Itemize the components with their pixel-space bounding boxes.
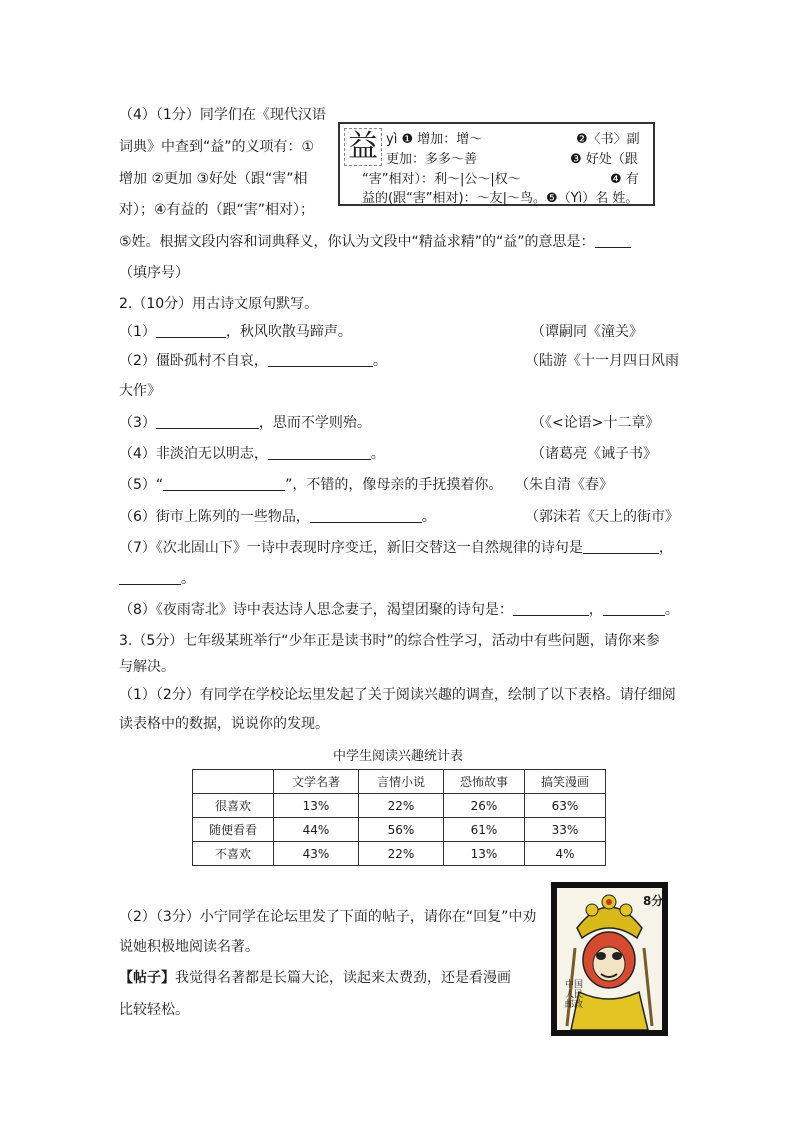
table-cell: 43% [274,842,359,866]
table-cell: 44% [274,818,359,842]
q2-item-4-source: （诸葛亮《诫子书》 [531,446,657,462]
dict-row-1: yì ❶ 增加：增～ [386,132,483,147]
stamp-country-text: 中国人民邮政 [565,980,584,1010]
forum-post-line-1: 【帖子】我觉得名著都是长篇大论，读起来太费劲，还是看漫画 [119,970,511,986]
q4-line-2: 词典》中查到“益”的义项有：① [119,139,315,155]
dict-row-3-right: ❹ 有 [610,172,639,187]
q4-line-1: （4）（1分）同学们在《现代汉语 [119,107,326,123]
table-cell: 4% [525,842,606,866]
table-cell: 13% [274,794,359,818]
q2-item-3-source: （《<论语>十二章》 [531,415,660,431]
table-cell: 22% [359,842,444,866]
q2-item-6: （6）街市上陈列的一些物品， 。 [119,509,436,525]
q2-item-7: （7）《次北固山下》一诗中表现时序变迁，新旧交替这一自然规律的诗句是 ， [119,540,673,556]
blank-8b[interactable] [603,601,665,616]
table-row [193,818,606,842]
q3-sub1-line-2: 读表格中的数据，说说你的发现。 [119,716,329,732]
dictionary-headword: 益 [344,128,382,166]
blank-7b[interactable] [119,570,181,585]
q2-item-6-source: （郭沫若《天上的街市》 [525,509,679,525]
table-cell: 随便看看 [193,818,274,842]
forum-post-line-2: 比较轻松。 [119,1002,189,1018]
table-header-row [193,770,606,794]
reading-interest-table [192,769,606,866]
q3-sub1-line-1: （1）（2分）有同学在学校论坛里发起了关于阅读兴趣的调查，绘制了以下表格。请仔细阅 [119,687,676,703]
q3-line-1: 3.（5分）七年级某班举行“少年正是读书时”的综合性学习，活动中有些问题，请你来参 [119,633,660,649]
table-header-cell: 恐怖故事 [444,770,525,794]
q2-item-2-source: （陆游《十一月四日风雨 [525,353,679,369]
q4-fill-note: （填序号） [119,265,189,281]
table-header-cell [193,770,274,794]
table-cell: 61% [444,818,525,842]
table-cell: 33% [525,818,606,842]
q2-item-5-source: （朱自清《春》 [515,477,613,493]
table-row [193,794,606,818]
table-row [193,842,606,866]
blank-4[interactable] [268,445,371,460]
table-cell: 63% [525,794,606,818]
q2-item-1: （1） ，秋风吹散马蹄声。 [119,324,352,340]
q2-item-8: （8）《夜雨寄北》诗中表达诗人思念妻子，渴望团聚的诗句是： ， 。 [119,602,679,618]
q3-sub2-line-2: 说她积极地阅读名著。 [119,939,259,955]
q4-question: ⑤姓。根据文段内容和词典释义，你认为文段中“精益求精”的“益”的意思是： [119,231,631,251]
stamp-denomination: 8分 [643,894,664,908]
q2-item-2: （2）僵卧孤村不自哀， 。 [119,353,387,369]
q2-item-5: （5）“ ”，不错的，像母亲的手抚摸着你。 [119,477,503,493]
table-cell: 56% [359,818,444,842]
dictionary-entry-box [338,122,655,206]
q4-line-3: 增加 ②更加 ③好处（跟“害”相 [119,171,308,187]
dict-row-3: “害”相对）：利～|公～|权～ [362,172,521,187]
q2-item-3: （3） ，思而不学则殆。 [119,415,371,431]
table-header-cell: 搞笑漫画 [525,770,606,794]
blank-1[interactable] [156,323,226,338]
blank-7a[interactable] [583,539,659,554]
table-cell: 很喜欢 [193,794,274,818]
monkey-king-stamp-image [551,882,668,1036]
table-header-cell: 言情小说 [359,770,444,794]
dict-row-1-right: ❷〈书〉副 [576,132,640,147]
q4-line-4: 对）；④有益的（跟“害”相对）； [119,202,315,218]
table-title: 中学生阅读兴趣统计表 [333,749,464,764]
blank-5[interactable] [163,476,285,491]
dict-row-2: 更加：多多～善 [386,152,478,167]
q2-item-7-wrap: 。 [119,568,195,588]
dict-row-4: 益的(跟“害”相对)：～友|～鸟。❺（Yì）名 姓。 [362,191,639,206]
post-tag: 【帖子】 [119,970,175,986]
q2-heading: 2.（10分）用古诗文原句默写。 [119,296,319,312]
q3-line-2: 与解决。 [119,659,175,675]
blank-2[interactable] [268,352,373,367]
q4-answer-blank[interactable] [595,233,631,248]
table-cell: 13% [444,842,525,866]
q2-item-1-source: （谭嗣同《潼关》 [531,324,643,340]
table-cell: 26% [444,794,525,818]
dict-row-2-right: ❸ 好处（跟 [570,152,638,167]
table-cell: 不喜欢 [193,842,274,866]
table-cell: 22% [359,794,444,818]
blank-8a[interactable] [513,601,589,616]
q2-item-2-wrap: 大作》 [119,383,161,399]
q2-item-4: （4）非淡泊无以明志， 。 [119,446,385,462]
blank-3[interactable] [156,414,259,429]
table-header-cell: 文学名著 [274,770,359,794]
q3-sub2-line-1: （2）（3分）小宁同学在论坛里发了下面的帖子，请你在“回复”中劝 [119,909,537,925]
blank-6[interactable] [310,508,422,523]
